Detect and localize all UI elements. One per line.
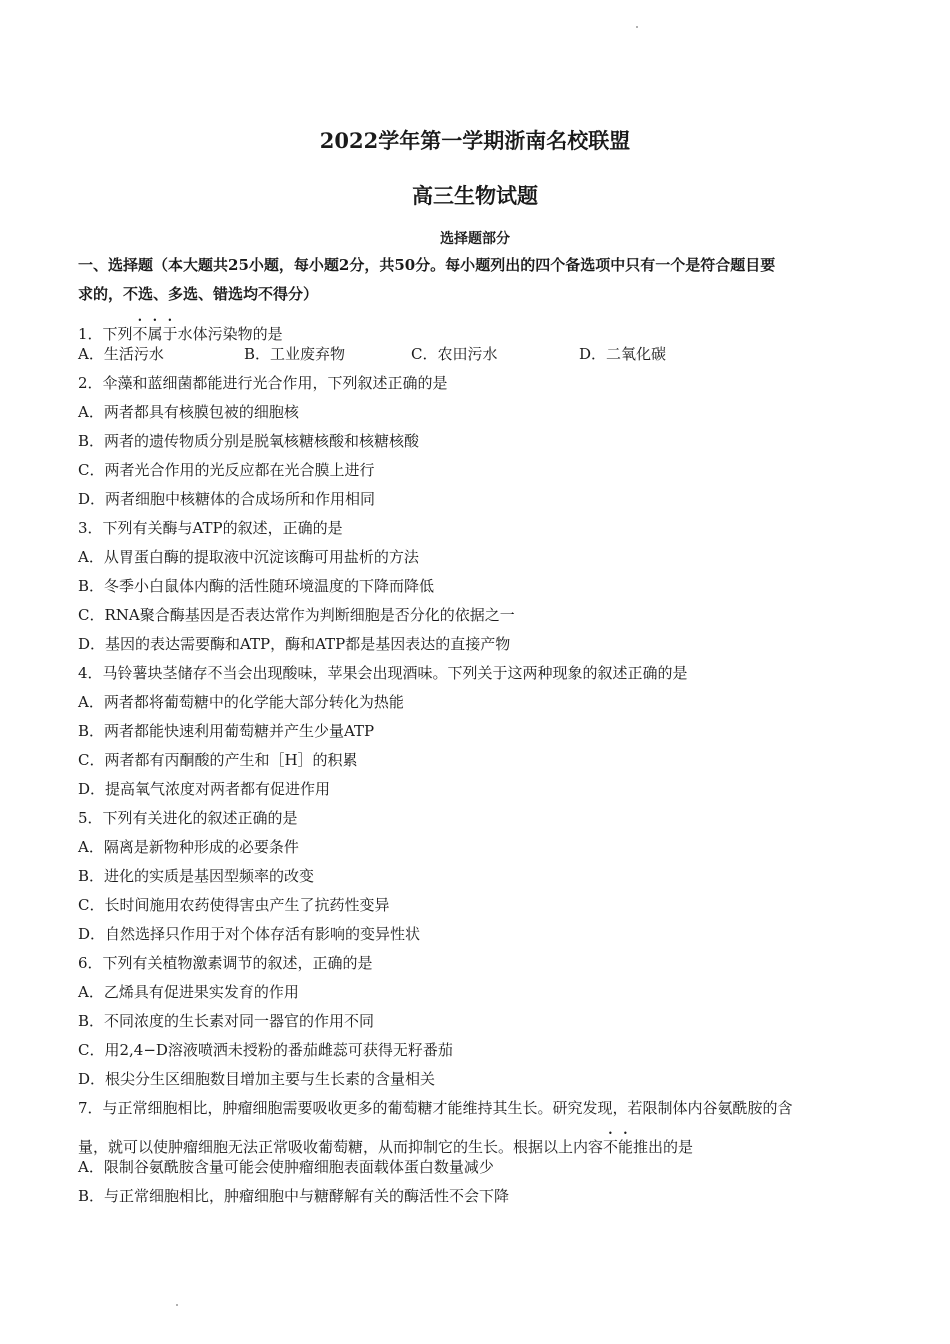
question-2-option-d: D．两者细胞中核糖体的合成场所和作用相同	[78, 490, 376, 508]
question-1-option-d: D．二氧化碳	[579, 345, 667, 363]
exam-title: 2022学年第一学期浙南名校联盟	[319, 128, 631, 153]
question-5-option-a: A．隔离是新物种形成的必要条件	[78, 838, 299, 856]
question-1-suffix: 水体污染物的是	[177, 325, 283, 343]
question-7-emphasis: 不能	[603, 1138, 634, 1156]
question-4-option-a: A．两者都将葡萄糖中的化学能大部分转化为热能	[78, 693, 404, 711]
question-1-option-c: C．农田污水	[411, 345, 498, 363]
question-3-option-d: D．基因的表达需要酶和ATP，酶和ATP都是基因表达的直接产物	[78, 635, 511, 653]
section-heading: 选择题部分	[440, 231, 510, 247]
question-7-suffix: 推出的是	[633, 1138, 694, 1156]
question-7-option-a: A．限制谷氨酰胺含量可能会使肿瘤细胞表面载体蛋白数量减少	[78, 1158, 494, 1176]
question-2-option-a: A．两者都具有核膜包被的细胞核	[78, 403, 299, 421]
question-1-option-b: B．工业废弃物	[244, 345, 346, 363]
question-4-option-c: C．两者都有丙酮酸的产生和［H］的积累	[78, 751, 358, 769]
question-3-option-c: C．RNA聚合酶基因是否表达常作为判断细胞是否分化的依据之一	[78, 606, 515, 624]
question-3-stem: 3．下列有关酶与ATP的叙述，正确的是	[78, 519, 343, 537]
question-6-option-c: C．用2,4−D溶液喷洒未授粉的番茄雌蕊可获得无籽番茄	[78, 1041, 453, 1059]
question-4-option-d: D．提高氧气浓度对两者都有促进作用	[78, 780, 331, 798]
instructions-line-1: 一、选择题（本大题共25小题，每小题2分，共50分。每小题列出的四个备选项中只有一个是符合题目要	[78, 256, 776, 274]
question-7-prefix: 量，就可以使肿瘤细胞无法正常吸收葡萄糖，从而抑制它的生长。根据以上内容	[78, 1138, 604, 1156]
question-5-stem: 5．下列有关进化的叙述正确的是	[78, 809, 298, 827]
question-3-option-b: B．冬季小白鼠体内酶的活性随环境温度的下降而降低	[78, 577, 435, 595]
scan-speck	[176, 1304, 178, 1306]
question-6-option-a: A．乙烯具有促进果实发育的作用	[78, 983, 299, 1001]
question-4-stem: 4．马铃薯块茎储存不当会出现酸味，苹果会出现酒味。下列关于这两种现象的叙述正确的是	[78, 664, 688, 682]
question-6-option-b: B．不同浓度的生长素对同一器官的作用不同	[78, 1012, 375, 1030]
question-6-stem: 6．下列有关植物激素调节的叙述，正确的是	[78, 954, 373, 972]
question-7-option-b: B．与正常细胞相比，肿瘤细胞中与糖酵解有关的酶活性不会下降	[78, 1187, 510, 1205]
question-3-option-a: A．从胃蛋白酶的提取液中沉淀该酶可用盐析的方法	[78, 548, 419, 566]
exam-subtitle: 高三生物试题	[412, 183, 538, 208]
question-5-option-d: D．自然选择只作用于对个体存活有影响的变异性状	[78, 925, 421, 943]
question-5-option-c: C．长时间施用农药使得害虫产生了抗药性变异	[78, 896, 390, 914]
scan-speck	[636, 26, 638, 28]
question-1-option-a: A．生活污水	[78, 345, 164, 363]
question-7-stem-line-1: 7．与正常细胞相比，肿瘤细胞需要吸收更多的葡萄糖才能维持其生长。研究发现，若限制体内谷氨酰胺的含	[78, 1099, 793, 1117]
question-2-stem: 2．伞藻和蓝细菌都能进行光合作用，下列叙述正确的是	[78, 374, 448, 392]
question-1-stem	[78, 316, 878, 344]
question-7-stem-line-2	[78, 1129, 878, 1157]
question-6-option-d: D．根尖分生区细胞数目增加主要与生长素的含量相关	[78, 1070, 436, 1088]
question-4-option-b: B．两者都能快速利用葡萄糖并产生少量ATP	[78, 722, 375, 740]
question-1-prefix: 1．下列	[78, 325, 133, 343]
question-5-option-b: B．进化的实质是基因型频率的改变	[78, 867, 315, 885]
question-2-option-b: B．两者的遗传物质分别是脱氧核糖核酸和核糖核酸	[78, 432, 420, 450]
question-2-option-c: C．两者光合作用的光反应都在光合膜上进行	[78, 461, 375, 479]
question-1-emphasis: 不属于	[132, 325, 178, 343]
instructions-line-2: 求的，不选、多选、错选均不得分）	[78, 285, 319, 303]
